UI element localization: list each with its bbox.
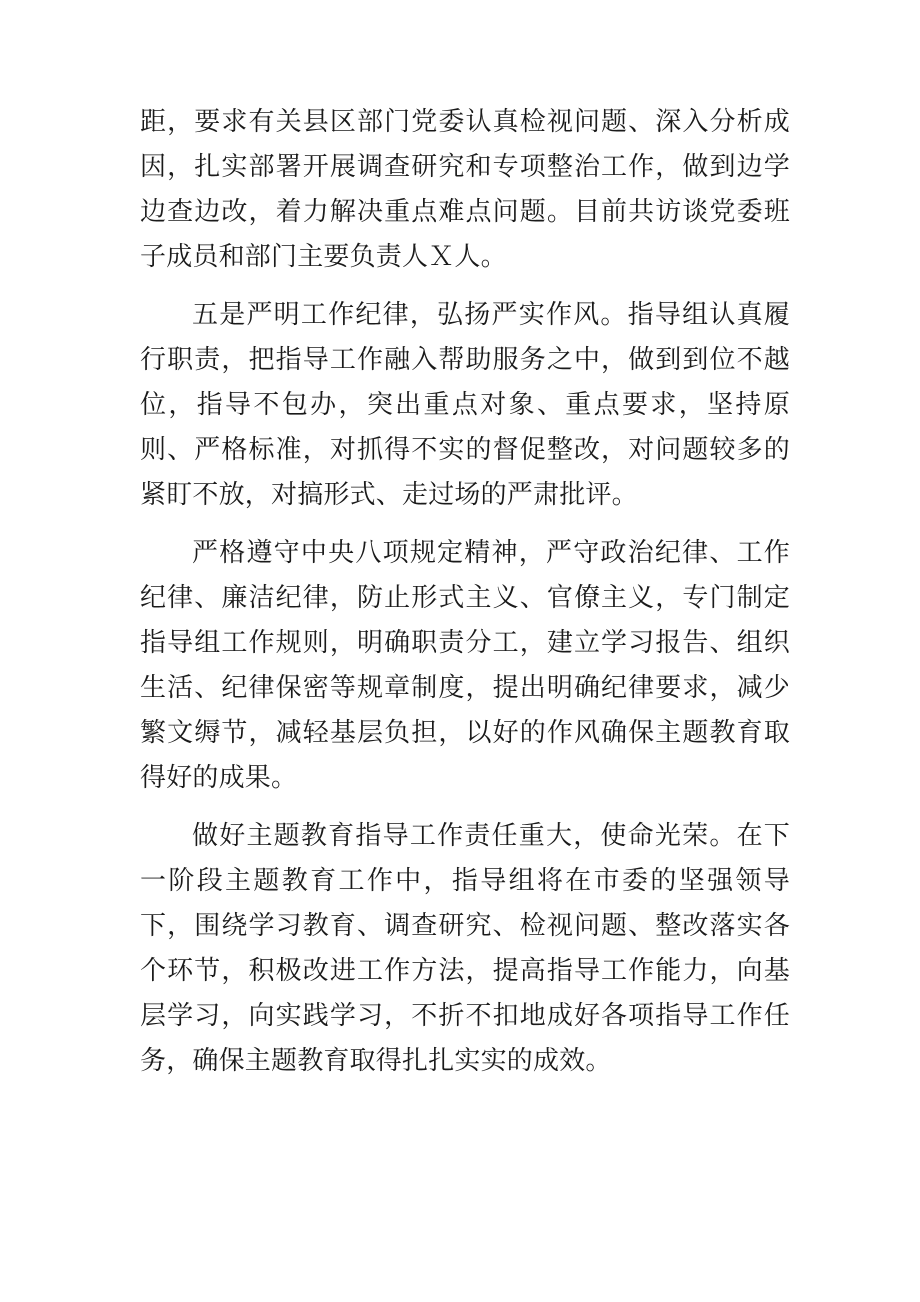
paragraph-conclusion: 做好主题教育指导工作责任重大，使命光荣。在下一阶段主题教育工作中，指导组将在市委的坚强领导下，围绕学习教育、调查研究、检视问题、整改落实各个环节，积极改进工作方法，提高指导工作能力，向基层学习，向实践学习，不折不扣地成好各项指导工作任务，确保主题教育取得扎扎实实的成效。 — [140, 821, 790, 1076]
document-body — [140, 100, 790, 1097]
paragraph-eight-point-rules: 严格遵守中央八项规定精神，严守政治纪律、工作纪律、廉洁纪律，防止形式主义、官僚主义，专门制定指导组工作规则，明确职责分工，建立学习报告、组织生活、纪律保密等规章制度，提出明确纪律要求，减少繁文缛节，减轻基层负担，以好的作风确保主题教育取得好的成果。 — [140, 538, 790, 793]
paragraph-work-discipline: 五是严明工作纪律，弘扬严实作风。指导组认真履行职责，把指导工作融入帮助服务之中，做到到位不越位，指导不包办，突出重点对象、重点要求，坚持原则、严格标准，对抓得不实的督促整改，对问题较多的紧盯不放，对搞形式、走过场的严肃批评。 — [140, 300, 790, 510]
paragraph-continuation: 距，要求有关县区部门党委认真检视问题、深入分析成因，扎实部署开展调查研究和专项整治工作，做到边学边查边改，着力解决重点难点问题。目前共访谈党委班子成员和部门主要负责人Ｘ人。 — [140, 107, 790, 272]
